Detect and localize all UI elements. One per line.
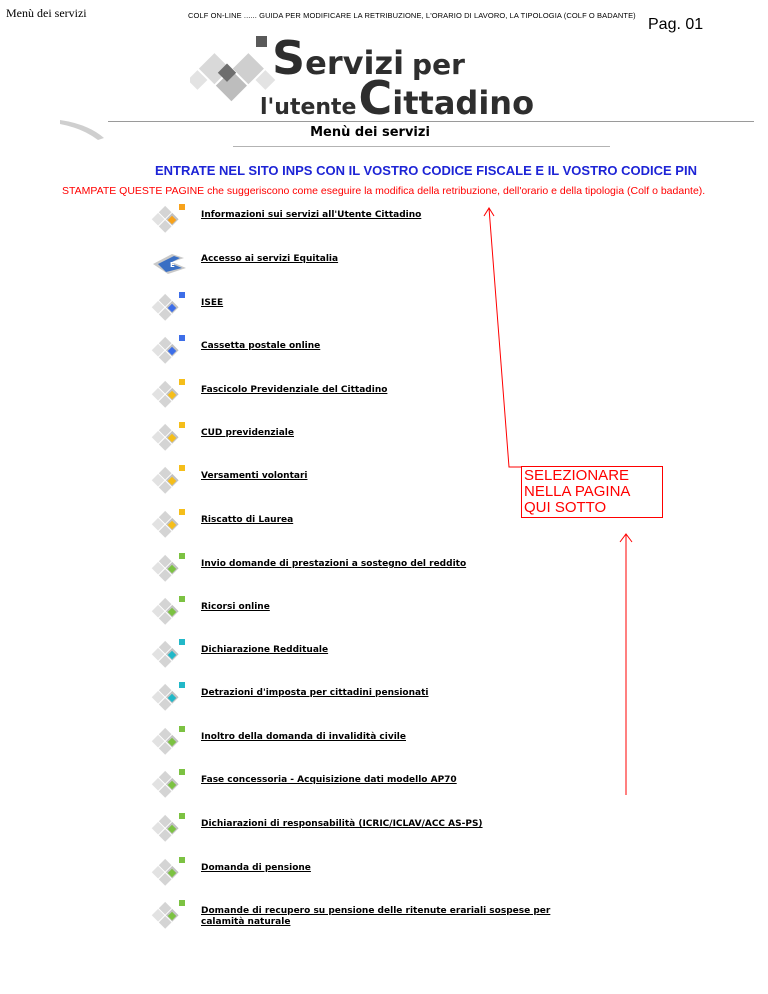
menu-item-label[interactable]: Fascicolo Previdenziale del Cittadino <box>201 385 388 395</box>
menu-item-label[interactable]: Fase concessoria - Acquisizione dati modello AP70 <box>201 775 457 785</box>
menu-item-label[interactable]: Riscatto di Laurea <box>201 515 294 525</box>
menu-item-label[interactable]: Domande di recupero su pensione delle ritenute erariali sospese per calamità naturale <box>201 906 551 927</box>
diamond-icon <box>150 680 190 712</box>
intro-headline: ENTRATE NEL SITO INPS CON IL VOSTRO CODICE FISCALE E IL VOSTRO CODICE PIN <box>155 163 697 178</box>
diamond-icon <box>150 898 190 930</box>
menu-title: Menù dei servizi <box>310 125 430 140</box>
page-number: Pag. 01 <box>648 16 704 33</box>
menu-item[interactable] <box>150 290 590 322</box>
diamond-icon <box>150 463 190 495</box>
menu-item[interactable] <box>150 767 590 799</box>
document-header: COLF ON-LINE ...... GUIDA PER MODIFICARE LA RETRIBUZIONE, L'ORARIO DI LAVORO, LA TIPOLOGIA (COLF O BADANTE) <box>188 11 636 20</box>
menu-item[interactable] <box>150 680 590 712</box>
logo-big-s: S <box>272 31 306 85</box>
callout-box <box>521 466 663 518</box>
menu-item-label[interactable]: Dichiarazioni di responsabilità (ICRIC/ICLAV/ACC AS-PS) <box>201 819 483 829</box>
menu-item[interactable] <box>150 246 590 278</box>
menu-item[interactable] <box>150 420 590 452</box>
diamond-icon <box>150 420 190 452</box>
decorative-swoosh <box>58 118 108 142</box>
diamond-icon <box>150 855 190 887</box>
menu-item[interactable] <box>150 551 590 583</box>
logo-per: per <box>412 48 465 81</box>
diamond-icon <box>150 551 190 583</box>
menu-item[interactable] <box>150 594 590 626</box>
equitalia-icon <box>150 246 190 278</box>
diamond-icon <box>150 637 190 669</box>
menu-item[interactable] <box>150 377 590 409</box>
menu-item-label[interactable]: Versamenti volontari <box>201 471 308 481</box>
menu-item[interactable] <box>150 202 590 234</box>
callout-line-1: SELEZIONARE <box>524 467 630 484</box>
diamond-icon <box>150 202 190 234</box>
menu-item[interactable] <box>150 333 590 365</box>
logo-ervizi: ervizi <box>305 44 405 82</box>
diamond-icon <box>150 290 190 322</box>
diamond-icon <box>150 811 190 843</box>
logo-lutente: l'utente <box>260 95 357 120</box>
svg-text:E: E <box>170 261 175 269</box>
menu-item-label[interactable]: Accesso ai servizi Equitalia <box>201 254 339 264</box>
menu-item-label[interactable]: Detrazioni d'imposta per cittadini pensionati <box>201 688 429 698</box>
diamond-icon <box>150 333 190 365</box>
menu-item-label[interactable]: Dichiarazione Reddituale <box>201 645 329 655</box>
callout-line-3: QUI SOTTO <box>524 499 607 516</box>
title-divider <box>233 146 610 147</box>
menu-item-label[interactable]: ISEE <box>201 298 224 308</box>
menu-item-label[interactable]: Inoltro della domanda di invalidità civile <box>201 732 406 742</box>
menu-item-label[interactable]: Informazioni sui servizi all'Utente Cittadino <box>201 210 422 220</box>
menu-item-label[interactable]: CUD previdenziale <box>201 428 294 438</box>
diamond-icon <box>150 724 190 756</box>
diamond-icon <box>150 767 190 799</box>
menu-item-label[interactable]: Ricorsi online <box>201 602 270 612</box>
menu-item-label[interactable]: Cassetta postale online <box>201 341 321 351</box>
menu-item[interactable] <box>150 855 590 887</box>
diamond-icon <box>150 594 190 626</box>
top-divider <box>108 121 754 122</box>
arrow-head-up-2 <box>620 534 632 542</box>
menu-item[interactable] <box>150 724 590 756</box>
intro-instruction: STAMPATE QUESTE PAGINE che suggeriscono come eseguire la modifica della retribuzione, dell'orario e della tipologia (Colf o badante). <box>62 185 706 197</box>
logo-big-c: C <box>358 71 393 124</box>
menu-item[interactable] <box>150 898 590 930</box>
logo-ittadino: ittadino <box>392 84 535 122</box>
menu-item[interactable] <box>150 811 590 843</box>
window-title: Menù dei servizi <box>6 6 87 20</box>
menu-item-label[interactable]: Invio domande di prestazioni a sostegno del reddito <box>201 559 467 569</box>
menu-item-label[interactable]: Domanda di pensione <box>201 863 311 873</box>
diamond-icon <box>150 377 190 409</box>
servizi-logo <box>190 28 590 124</box>
callout-line-2: NELLA PAGINA <box>524 483 631 500</box>
diamond-icon <box>150 507 190 539</box>
menu-item[interactable] <box>150 637 590 669</box>
